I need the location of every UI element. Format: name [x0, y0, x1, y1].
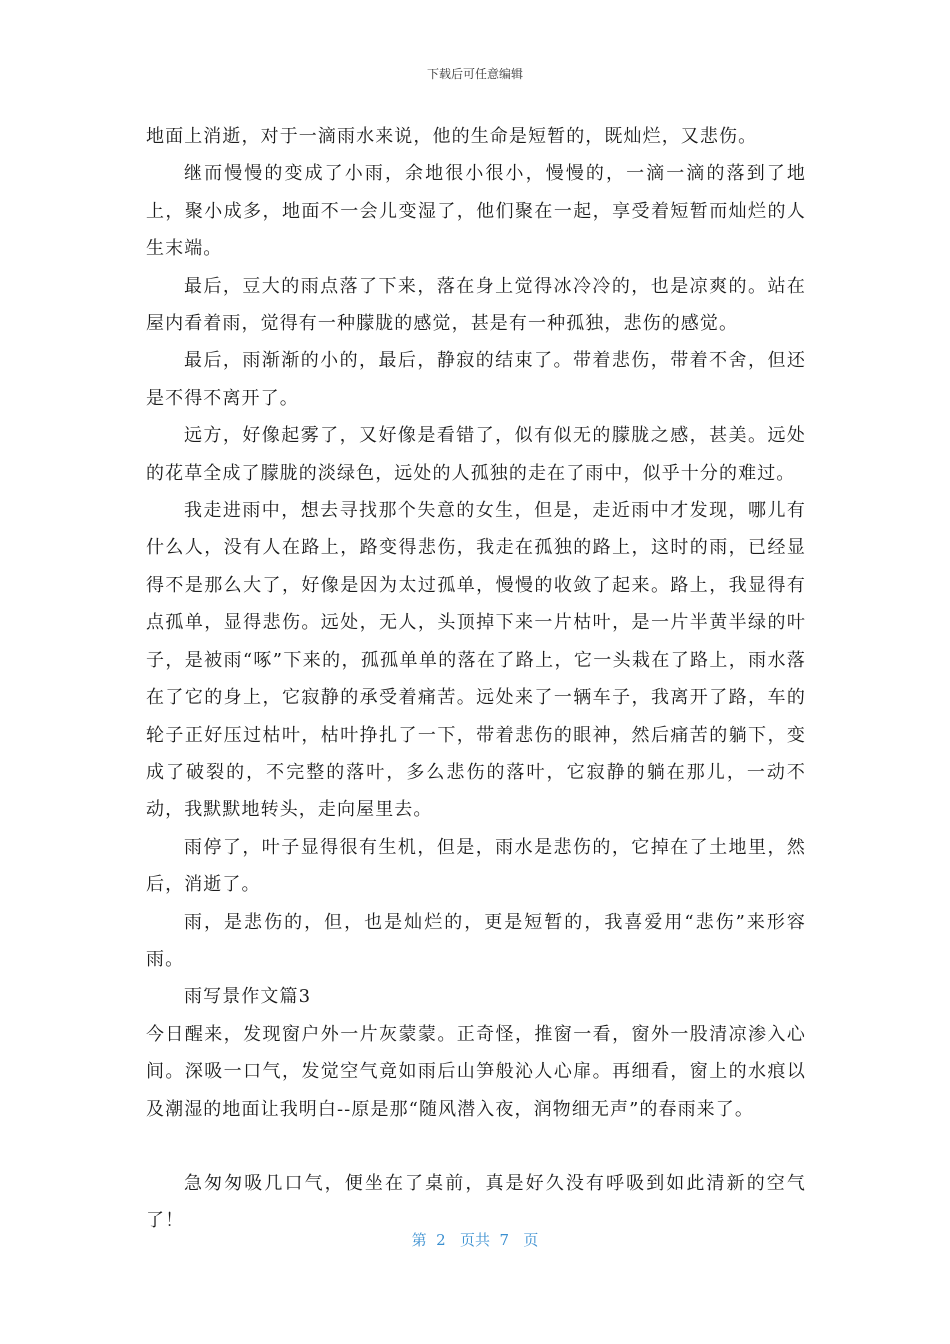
page-total: 7	[499, 1231, 510, 1249]
paragraph-5: 远方，好像起雾了，又好像是看错了，似有似无的朦胧之感，甚美。远处的花草全成了朦胧的淡绿色，远处的人孤独的走在了雨中，似乎十分的难过。	[146, 425, 806, 484]
document-body	[146, 118, 806, 1240]
paragraph-6: 我走进雨中，想去寻找那个失意的女生，但是，走近雨中才发现，哪儿有什么人，没有人在路上，路变得悲伤，我走在孤独的路上，这时的雨，已经显得不是那么大了，好像是因为太过孤单，慢慢的收敛了起来。路上，我显得有点孤单，显得悲伤。远处，无人，头顶掉下来一片枯叶，是一片半黄半绿的叶子，是被雨“啄”下来的，孤孤单单的落在了路上，它一头栽在了路上，雨水落在了它的身上，它寂静的承受着痛苦。远处来了一辆车子，我离开了路，车的轮子正好压过枯叶，枯叶挣扎了一下，带着悲伤的眼神，然后痛苦的躺下，变成了破裂的，不完整的落叶，多么悲伤的落叶，它寂静的躺在那儿，一动不动，我默默地转头，走向屋里去。	[146, 500, 806, 821]
page-number-footer	[0, 1230, 950, 1250]
paragraph-4: 最后，雨渐渐的小的，最后，静寂的结束了。带着悲伤，带着不舍，但还是不得不离开了。	[146, 350, 806, 409]
paragraph-10: 急匆匆吸几口气，便坐在了桌前，真是好久没有呼吸到如此清新的空气了！	[146, 1172, 806, 1232]
paragraph-3: 最后，豆大的雨点落了下来，落在身上觉得冰冷冷的，也是凉爽的。站在屋内看着雨，觉得有一种朦胧的感觉，甚是有一种孤独，悲伤的感觉。	[146, 275, 806, 335]
page-current: 2	[436, 1231, 446, 1249]
paragraph-9: 今日醒来，发现窗户外一片灰蒙蒙。正奇怪，推窗一看，窗外一股清凉渗入心间。深吸一口气，发觉空气竟如雨后山笋般沁人心扉。再细看，窗上的水痕以及潮湿的地面让我明白--原是那“随风潜入夜，润物细无声”的春雨来了。	[146, 1023, 806, 1120]
paragraph-7: 雨停了，叶子显得很有生机，但是，雨水是悲伤的，它掉在了土地里，然后，消逝了。	[146, 836, 806, 896]
paragraph-1: 地面上消逝，对于一滴雨水来说，他的生命是短暂的，既灿烂，又悲伤。	[146, 126, 758, 147]
paragraph-2: 继而慢慢的变成了小雨，余地很小很小，慢慢的，一滴一滴的落到了地上，聚小成多，地面不一会儿变湿了，他们聚在一起，享受着短暂而灿烂的人生末端。	[146, 163, 806, 260]
paragraph-8: 雨，是悲伤的，但，也是灿烂的，更是短暂的，我喜爱用“悲伤”来形容雨。	[146, 911, 806, 970]
section-heading: 雨写景作文篇3	[184, 986, 312, 1008]
page-header-note: 下载后可任意编辑	[426, 67, 523, 81]
page-prefix: 第	[411, 1231, 427, 1249]
page-suffix: 页	[523, 1231, 539, 1249]
page-middle: 页共	[459, 1231, 490, 1249]
